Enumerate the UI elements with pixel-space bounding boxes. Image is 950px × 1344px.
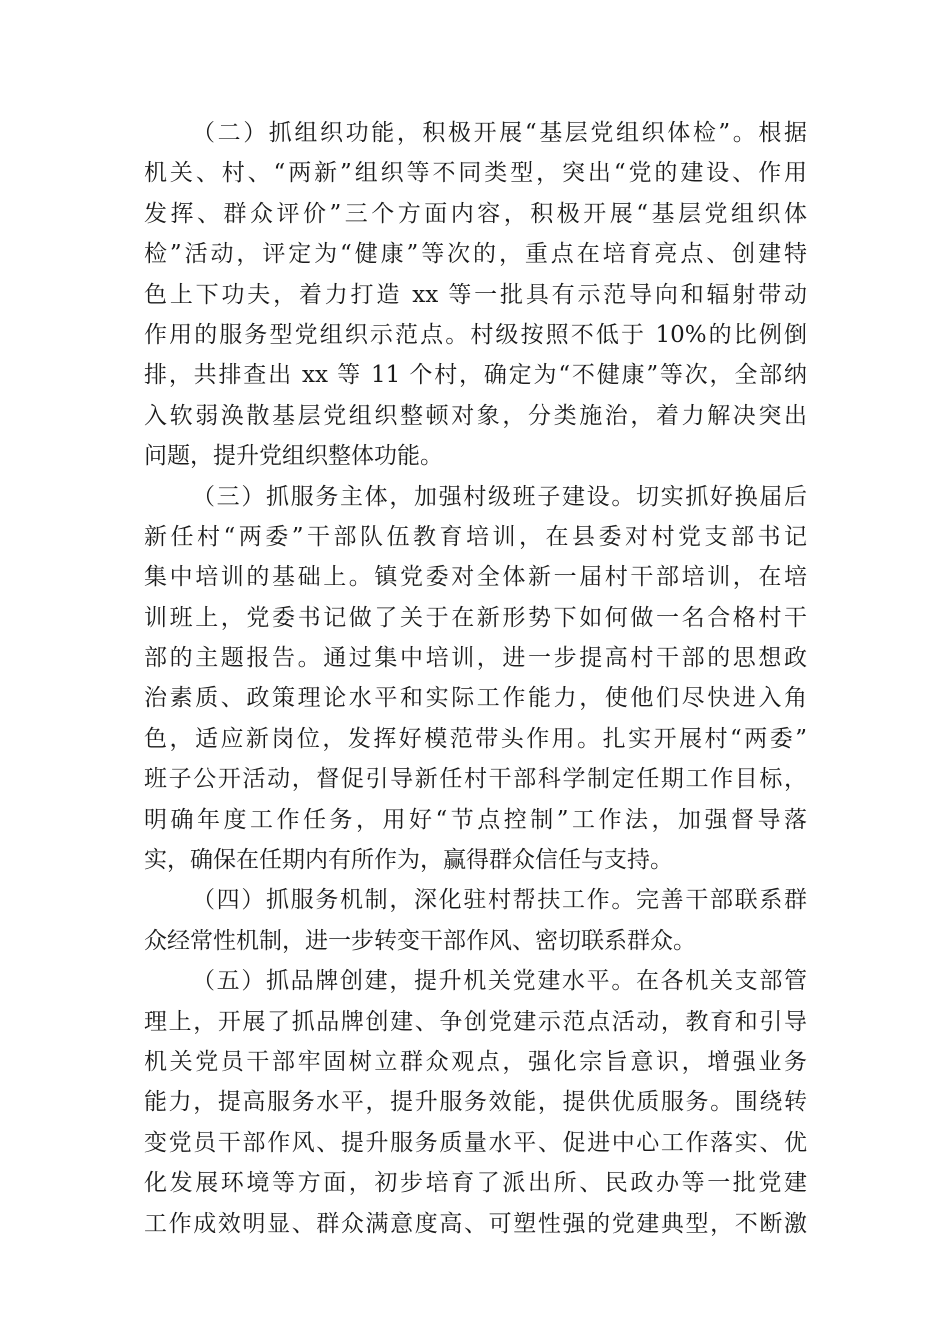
text-line: 新任村“两委”干部队伍教育培训，在县委对村党支部书记: [144, 523, 807, 550]
paragraph-2: [144, 113, 807, 477]
text-line: 明确年度工作任务，用好“节点控制”工作法，加强督导落: [144, 806, 807, 833]
document-body: [144, 113, 807, 1244]
text-line: 训班上，党委书记做了关于在新形势下如何做一名合格村干: [144, 604, 807, 631]
text-line: 治素质、政策理论水平和实际工作能力，使他们尽快进入角: [144, 685, 807, 712]
text-line: 化发展环境等方面，初步培育了派出所、民政办等一批党建: [144, 1170, 807, 1197]
text-line: 能力，提高服务水平，提升服务效能，提供优质服务。围绕转: [144, 1089, 807, 1116]
text-line: 入软弱涣散基层党组织整顿对象，分类施治，着力解决突出: [144, 402, 807, 429]
text-line: 实，确保在任期内有所作为，赢得群众信任与支持。: [144, 847, 673, 874]
text-line: （四）抓服务机制，深化驻村帮扶工作。完善干部联系群: [192, 887, 807, 914]
text-line: 部的主题报告。通过集中培训，进一步提高村干部的思想政: [144, 645, 807, 672]
text-line: 色上下功夫，着力打造 xx 等一批具有示范导向和辐射带动: [144, 281, 807, 308]
text-line: 机关、村、“两新”组织等不同类型，突出“党的建设、作用: [144, 160, 807, 187]
text-line: 集中培训的基础上。镇党委对全体新一届村干部培训，在培: [144, 564, 807, 591]
text-line: 班子公开活动，督促引导新任村干部科学制定任期工作目标，: [144, 766, 807, 793]
text-line: 作用的服务型党组织示范点。村级按照不低于 10%的比例倒: [144, 321, 807, 348]
paragraph-3: [144, 477, 807, 881]
text-line: 机关党员干部牢固树立群众观点，强化宗旨意识，增强业务: [144, 1048, 807, 1075]
text-line: 理上，开展了抓品牌创建、争创党建示范点活动，教育和引导: [144, 1008, 807, 1035]
text-line: 排，共排查出 xx 等 11 个村，确定为“不健康”等次，全部纳: [144, 362, 807, 389]
text-line: 工作成效明显、群众满意度高、可塑性强的党建典型，不断激: [144, 1210, 807, 1237]
text-line: （五）抓品牌创建，提升机关党建水平。在各机关支部管: [192, 968, 807, 995]
text-line: 变党员干部作风、提升服务质量水平、促进中心工作落实、优: [144, 1129, 807, 1156]
paragraph-4: [144, 880, 807, 961]
text-line: 问题，提升党组织整体功能。: [144, 443, 443, 470]
text-line: 色，适应新岗位，发挥好模范带头作用。扎实开展村“两委”: [144, 725, 807, 752]
text-line: 众经常性机制，进一步转变干部作风、密切联系群众。: [144, 927, 696, 954]
text-line: （二）抓组织功能，积极开展“基层党组织体检”。根据: [192, 120, 807, 146]
text-line: （三）抓服务主体，加强村级班子建设。切实抓好换届后: [192, 483, 807, 510]
text-line: 检”活动，评定为“健康”等次的，重点在培育亮点、创建特: [144, 241, 807, 268]
text-line: 发挥、群众评价”三个方面内容，积极开展“基层党组织体: [144, 200, 807, 227]
paragraph-5: [144, 961, 807, 1244]
